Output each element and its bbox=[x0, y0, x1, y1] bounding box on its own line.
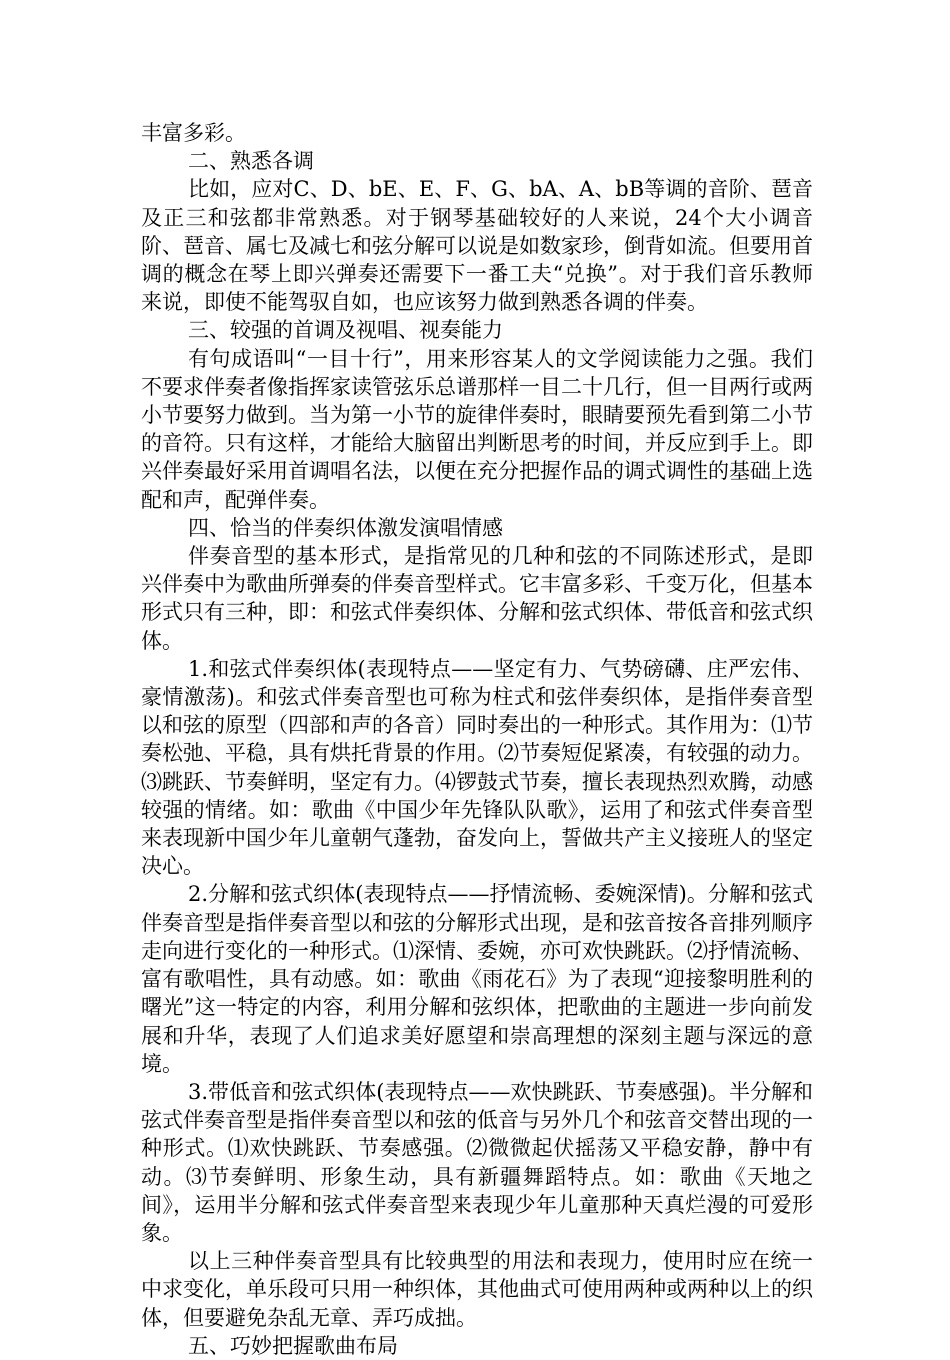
paragraph: 2.分解和弦式织体(表现特点——抒情流畅、委婉深情)。分解和弦式伴奏音型是指伴奏音型以和弦的分解形式出现，是和弦音按各音排列顺序走向进行变化的一种形式。⑴深情、委婉，亦可欢快跳跃。⑵抒情流畅、富有歌唱性，具有动感。如：歌曲《雨花石》为了表现“迎接黎明胜利的曙光”这一特定的内容，利用分解和弦织体，把歌曲的主题进一步向前发展和升华，表现了人们追求美好愿望和崇高理想的深刻主题与深远的意境。 bbox=[141, 882, 813, 1076]
paragraph: 3.带低音和弦式织体(表现特点——欢快跳跃、节奏感强)。半分解和弦式伴奏音型是指伴奏音型以和弦的低音与另外几个和弦音交替出现的一种形式。⑴欢快跳跃、节奏感强。⑵微微起伏摇荡又平稳安静，静中有动。⑶节奏鲜明、形象生动，具有新疆舞蹈特点。如：歌曲《天地之间》，运用半分解和弦式伴奏音型来表现少年儿童那种天真烂漫的可爱形象。 bbox=[141, 1079, 813, 1245]
paragraph: 丰富多彩。 bbox=[141, 121, 246, 145]
section-heading: 二、熟悉各调 bbox=[188, 149, 314, 174]
section-heading: 五、巧妙把握歌曲布局 bbox=[188, 1333, 398, 1358]
paragraph: 1.和弦式伴奏织体(表现特点——坚定有力、气势磅礴、庄严宏伟、豪情激荡)。和弦式伴奏音型也可称为柱式和弦伴奏织体，是指伴奏音型以和弦的原型（四部和声的各音）同时奏出的一种形式。其作用为：⑴节奏松弛、平稳，具有烘托背景的作用。⑵节奏短促紧凑，有较强的动力。⑶跳跃、节奏鲜明，坚定有力。⑷锣鼓式节奏，擅长表现热烈欢腾，动感较强的情绪。如：歌曲《中国少年先锋队队歌》，运用了和弦式伴奏音型来表现新中国少年儿童朝气蓬勃，奋发向上，誓做共产主义接班人的坚定决心。 bbox=[141, 656, 813, 879]
paragraph: 有句成语叫“一目十行”，用来形容某人的文学阅读能力之强。我们不要求伴奏者像指挥家读管弦乐总谱那样一目二十几行，但一目两行或两小节要努力做到。当为第一小节的旋律伴奏时，眼睛要预先看到第二小节的音符。只有这样，才能给大脑留出判断思考的时间，并反应到手上。即兴伴奏最好采用首调唱名法，以便在充分把握作品的调式调性的基础上选配和声，配弹伴奏。 bbox=[141, 346, 813, 512]
section-heading: 三、较强的首调及视唱、视奏能力 bbox=[188, 318, 503, 343]
section-heading: 四、恰当的伴奏织体激发演唱情感 bbox=[188, 515, 503, 540]
paragraph: 比如，应对C、D、bE、E、F、G、bA、A、bB等调的音阶、琶音及正三和弦都非常熟悉。对于钢琴基础较好的人来说，24个大小调音阶、琶音、属七及减七和弦分解可以说是如数家珍，倒背如流。但要用首调的概念在琴上即兴弹奏还需要下一番工夫“兑换”。对于我们音乐教师来说，即使不能驾驭自如，也应该努力做到熟悉各调的伴奏。 bbox=[141, 177, 813, 315]
paragraph: 以上三种伴奏音型具有比较典型的用法和表现力，使用时应在统一中求变化，单乐段可只用一种织体，其他曲式可使用两种或两种以上的织体，但要避免杂乱无章、弄巧成拙。 bbox=[141, 1249, 813, 1330]
document-body bbox=[141, 119, 813, 1360]
paragraph: 伴奏音型的基本形式，是指常见的几种和弦的不同陈述形式，是即兴伴奏中为歌曲所弹奏的伴奏音型样式。它丰富多彩、千变万化，但基本形式只有三种，即：和弦式伴奏织体、分解和弦式织体、带低音和弦式织体。 bbox=[141, 544, 813, 653]
